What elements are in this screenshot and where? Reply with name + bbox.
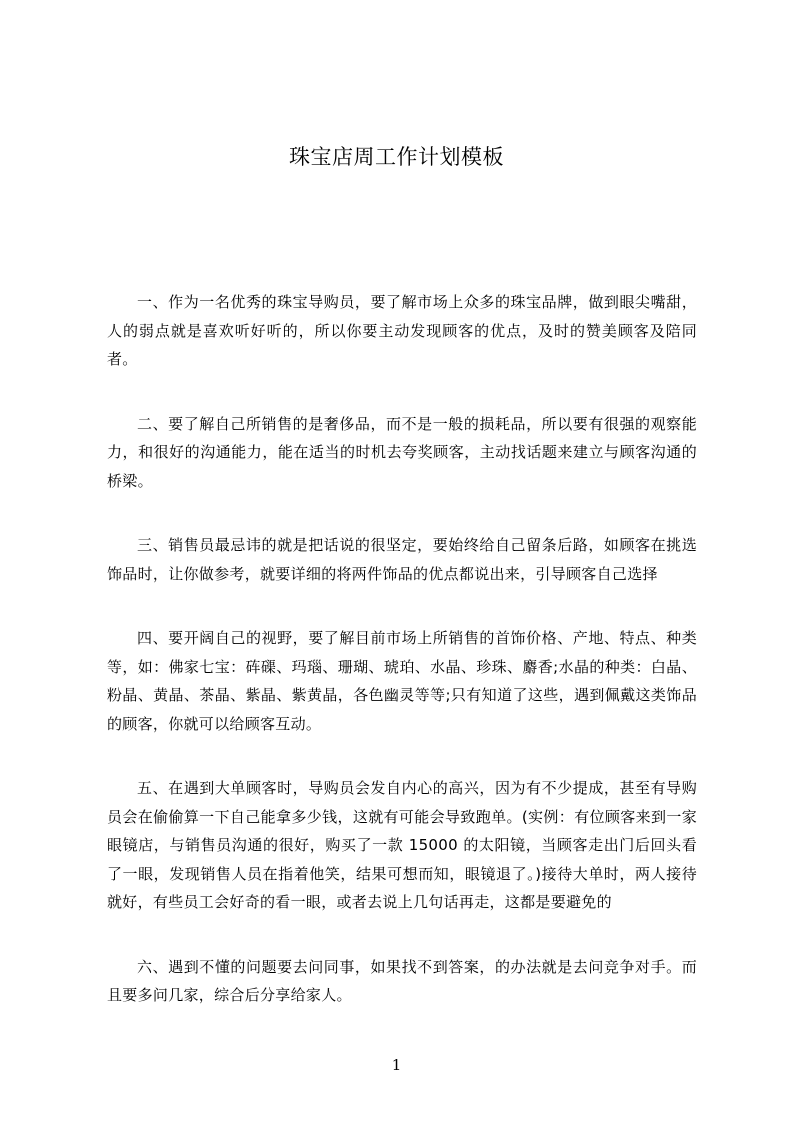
paragraph-2: 二、要了解自己所销售的是奢侈品，而不是一般的损耗品，所以要有很强的观察能力，和很好的沟通能力，能在适当的时机去夸奖顾客，主动找话题来建立与顾客沟通的桥梁。 [107, 414, 697, 490]
paragraph-3: 三、销售员最忌讳的就是把话说的很坚定，要始终给自己留条后路，如顾客在挑选饰品时，让你做参考，就要详细的将两件饰品的优点都说出来，引导顾客自己选择 [107, 536, 697, 583]
page-title: 珠宝店周工作计划模板 [289, 145, 504, 169]
paragraph-6: 六、遇到不懂的问题要去问同事，如果找不到答案，的办法就是去问竞争对手。而且要多问几家，综合后分享给家人。 [107, 957, 697, 1004]
page-number: 1 [391, 1056, 402, 1074]
paragraph-5: 五、在遇到大单顾客时，导购员会发自内心的高兴，因为有不少提成，甚至有导购员会在偷偷算一下自己能拿多少钱，这就有可能会导致跑单。(实例：有位顾客来到一家眼镜店，与销售员沟通的很好，购买了一款 15000 的太阳镜，当顾客走出门后回头看了一眼，发现销售人员在指着他笑，结果可想而知，眼镜退了。)接待大单时，两人接待就好，有些员工会好奇的看一眼，或者去说上几句话再走，这都是要避免的 [107, 779, 697, 911]
paragraph-4: 四、要开阔自己的视野，要了解目前市场上所销售的首饰价格、产地、特点、种类等，如：佛家七宝：砗磲、玛瑙、珊瑚、琥珀、水晶、珍珠、麝香;水晶的种类：白晶、粉晶、黄晶、茶晶、紫晶、紫黄晶，各色幽灵等等;只有知道了这些，遇到佩戴这类饰品的顾客，你就可以给顾客互动。 [107, 629, 697, 733]
paragraph-1: 一、作为一名优秀的珠宝导购员，要了解市场上众多的珠宝品牌，做到眼尖嘴甜，人的弱点就是喜欢听好听的，所以你要主动发现顾客的优点，及时的赞美顾客及陪同者。 [107, 293, 697, 368]
document-body [107, 288, 697, 1046]
